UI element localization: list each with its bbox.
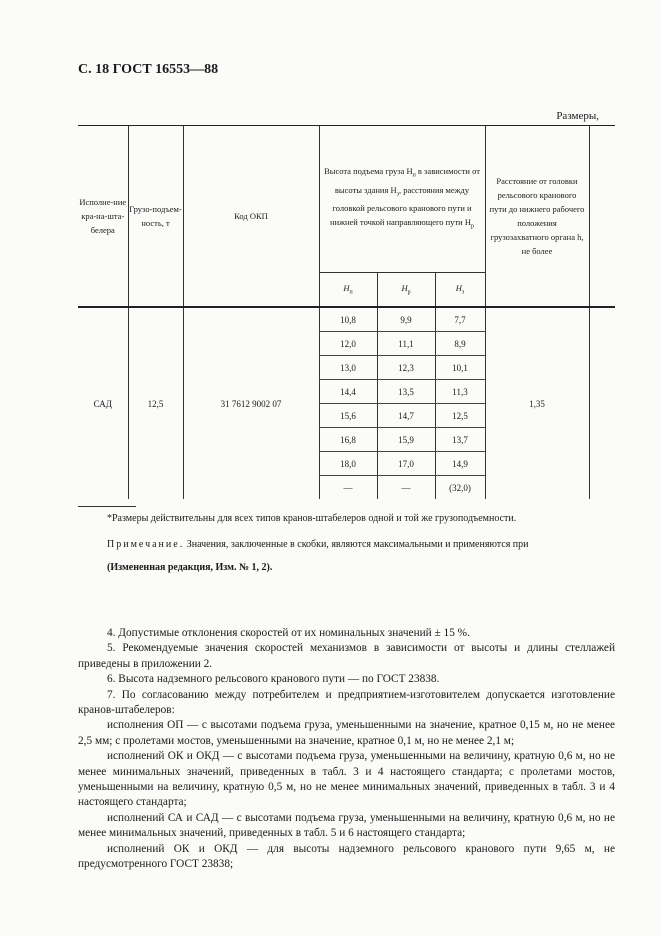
cell-value: 12,5 (435, 404, 485, 428)
paragraph: исполнений ОК и ОКД — с высотами подъема груза, уменьшенными на величину, кратную 0,6 м, но не менее минимальных значений, приведенных в табл. 3 и 4 настоящего стандарта; с пролетами мостов, уменьшенными на величину, кратную 0,5 м, но не менее минимальных значений, приведенных в табл. 3 и 4 настоящего стандарта; (78, 750, 615, 809)
subheader-hz: $H_з$ (435, 273, 485, 308)
header-variant: Исполне-ние кра-на-шта-белера (78, 126, 128, 308)
cell-value: 11,3 (435, 380, 485, 404)
cell-variant: САД (78, 307, 128, 499)
cell-value: 13,7 (435, 428, 485, 452)
cell-value: — (319, 476, 377, 500)
cell-value: 13,0 (319, 356, 377, 380)
subheader-hr: $H_р$ (377, 273, 435, 308)
header-distance: Расстояние от головки рельсового кранового пути до нижнего рабочего положения грузозахватного органа h, не более (485, 126, 589, 308)
cell-okp: 31 7612 9002 07 (183, 307, 319, 499)
cell-value: — (377, 476, 435, 500)
note-label: Примечание. (107, 539, 185, 550)
cell-value: 18,0 (319, 452, 377, 476)
cell-distance: 1,35 (485, 307, 589, 499)
cell-value: 13,5 (377, 380, 435, 404)
footnote-divider (78, 506, 136, 507)
cell-value: 15,9 (377, 428, 435, 452)
note (107, 539, 529, 550)
header-okp: Код ОКП (183, 126, 319, 308)
cell-value: 7,7 (435, 307, 485, 332)
paragraph: исполнения ОП — с высотами подъема груза, уменьшенными на значение, кратное 0,15 м, но не менее 2,5 мм; с пролетами мостов, уменьшенными на значение, кратное 0,1 м, но не менее 2,1 м; (78, 719, 615, 747)
cell-value: 17,0 (377, 452, 435, 476)
paragraph: исполнений СА и САД — с высотами подъема груза, уменьшенными на величину, кратную 0,6 м, но не менее минимальных значений, приведенных в табл. 5 и 6 настоящего стандарта; (78, 811, 615, 840)
cell-value: 14,4 (319, 380, 377, 404)
paragraph: 7. По согласованию между потребителем и предприятием-изготовителем допускается изготовление кранов-штабелеров: (78, 688, 615, 717)
header-lift-height: Высота подъема груза $H_п$ в зависимости от высоты здания $H_з$, расстояния между головкой рельсового кранового пути и нижней точкой направляющего пути $H_р$ (319, 126, 485, 273)
header-capacity: Грузо-подъем-ность, т (128, 126, 183, 308)
paragraph: 5. Рекомендуемые значения скоростей механизмов в зависимости от высоты и длины стеллажей приведены в приложении 2. (78, 642, 615, 670)
paragraph: исполнений ОК и ОКД — для высоты надземного рельсового кранового пути 9,65 м, не предусмотренного ГОСТ 23838; (78, 842, 615, 871)
note-text: Значения, заключенные в скобки, являются максимальными и применяются при (186, 539, 529, 550)
cell-value: (32,0) (435, 476, 485, 500)
cell-value: 11,1 (377, 332, 435, 356)
cell-value: 15,6 (319, 404, 377, 428)
cell-value: 8,9 (435, 332, 485, 356)
cell-value: 12,3 (377, 356, 435, 380)
footnote: *Размеры действительны для всех типов кранов-штабелеров одной и той же грузоподъемности. (107, 513, 517, 524)
cell-value: 10,1 (435, 356, 485, 380)
cell-capacity: 12,5 (128, 307, 183, 499)
cell-value: 14,7 (377, 404, 435, 428)
cell-value: 14,9 (435, 452, 485, 476)
page-header: С. 18 ГОСТ 16553—88 (78, 62, 219, 77)
cell-value: 10,8 (319, 307, 377, 332)
dimensions-table (78, 125, 615, 499)
paragraph: 4. Допустимые отклонения скоростей от их номинальных значений ± 15 %. (107, 627, 470, 639)
subheader-hp: $H_п$ (319, 273, 377, 308)
paragraph: 6. Высота надземного рельсового кранового пути — по ГОСТ 23838. (107, 673, 440, 686)
cell-value: 16,8 (319, 428, 377, 452)
edited-note: (Измененная редакция, Изм. № 1, 2). (107, 562, 273, 573)
cell-blank (589, 307, 615, 499)
cell-value: 9,9 (377, 307, 435, 332)
body-text (78, 626, 615, 873)
cell-value: 12,0 (319, 332, 377, 356)
units-label: Размеры, (556, 110, 599, 122)
header-blank (589, 126, 615, 308)
